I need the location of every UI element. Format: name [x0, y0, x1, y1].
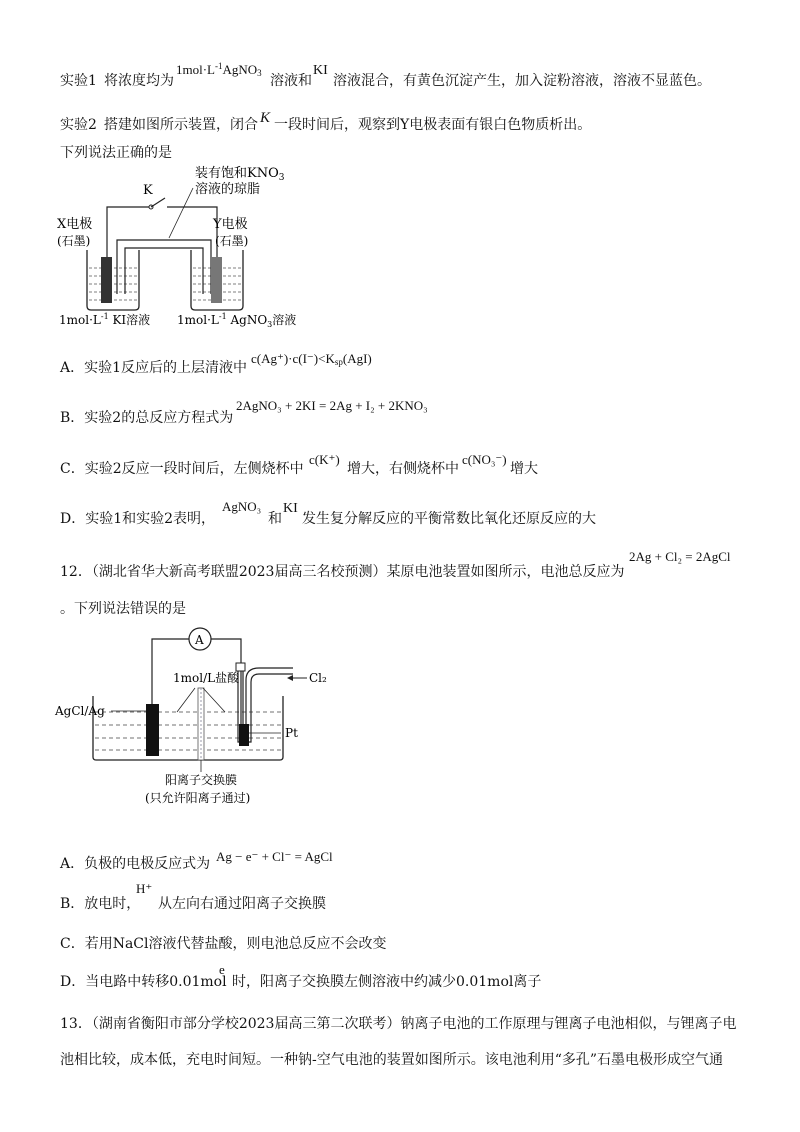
- option-b-ion: H⁺: [136, 881, 153, 896]
- q12-prompt: 。下列说法错误的是: [60, 601, 186, 617]
- exp2-text-a: 搭建如图所示装置，闭合: [104, 117, 258, 133]
- ammeter-label: A: [195, 633, 204, 647]
- bridge-label-2: 溶液的琼脂: [195, 182, 261, 197]
- electrolyte-lines: [95, 712, 281, 750]
- exp1-text-c: 溶液混合，有黄色沉淀产生，加入淀粉溶液，溶液不显蓝色。: [333, 73, 711, 89]
- figure-salt-bridge-cell: [55, 160, 325, 330]
- option-c-formula-2: c(NO₃⁻): [462, 452, 507, 467]
- q13-line2: 池相比较，成本低，充电时间短。一种钠-空气电池的装置如图所示。该电池利用“多孔”石墨电极形成空气通: [60, 1052, 724, 1068]
- wire-right: [211, 639, 241, 734]
- exp2-text-b: 一段时间后，观察到Y电极表面有银白色物质析出。: [274, 117, 592, 133]
- option-c-formula-1: c(K⁺): [309, 452, 340, 467]
- cl2-label: Cl₂: [309, 671, 327, 685]
- exp2-k: K: [260, 110, 271, 126]
- x-electrode-label: X电极: [57, 217, 93, 232]
- y-electrode-label: Y电极: [213, 217, 248, 232]
- exp1-label: 实验1: [60, 73, 97, 89]
- x-electrode-material: (石墨): [57, 234, 91, 248]
- exp1-text-a: 将浓度均为: [104, 73, 174, 89]
- tank: [93, 696, 283, 760]
- wire-right: [167, 207, 217, 258]
- q12-stem: 12．（湖北省华大新高考联盟2023届高三名校预测）某原电池装置如图所示，电池总反应为: [60, 564, 625, 580]
- left-beaker: [87, 250, 139, 310]
- option-d-formula-1: AgNO₃: [222, 499, 262, 514]
- y-electrode-material: (石墨): [215, 234, 249, 248]
- q13-line1: 13．（湖南省衡阳市部分学校2023届高三第二次联考）钠离子电池的工作原理与锂离子电池相似，与锂离子电: [60, 1016, 737, 1032]
- exp2-label: 实验2: [60, 117, 97, 133]
- membrane-label: 阳离子交换膜: [165, 773, 238, 787]
- option-a-formula: Ag − e⁻ + Cl⁻ = AgCl: [216, 849, 333, 864]
- option-d-electron: e: [219, 962, 225, 977]
- bridge-label-1: 装有饱和$KNO_3$: [195, 166, 285, 183]
- exp1-ki: KI: [313, 63, 328, 78]
- exp1-text-b: 溶液和: [270, 73, 312, 89]
- bridge-leader: [169, 188, 193, 238]
- left-solution-label: $1mol\cdot L^{-1}$ KI溶液: [59, 312, 151, 327]
- switch-label: K: [143, 183, 153, 198]
- option-a-formula: $c(Ag^+)\cdot c(I^-)<K_{sp}(AgI)$: [251, 351, 372, 367]
- pt-electrode: [239, 724, 249, 746]
- cl2-arrow: [287, 675, 293, 681]
- hcl-label: 1mol/L盐酸: [173, 671, 240, 685]
- q11-prompt: 下列说法正确的是: [60, 145, 172, 161]
- wire-left: [107, 207, 150, 258]
- switch-lever: [151, 198, 165, 207]
- agcl-label: AgCl/Ag: [55, 704, 105, 718]
- agcl-ag-electrode: [146, 704, 159, 756]
- option-b-formula: 2AgNO₃ + 2KI = 2Ag + I₂ + 2KNO₃: [236, 398, 428, 413]
- q12-reaction: 2Ag + Cl₂ = 2AgCl: [629, 549, 731, 564]
- right-solution-label: $1mol\cdot L^{-1}$ AgNO$_3$溶液: [177, 312, 297, 329]
- membrane-note: (只允许阳离子通过): [145, 791, 251, 805]
- option-d-formula-2: KI: [283, 501, 298, 516]
- pt-label: Pt: [285, 726, 298, 740]
- y-electrode: [211, 257, 222, 303]
- x-electrode: [101, 257, 112, 303]
- figure-galvanic-cell: [55, 622, 327, 822]
- exp1-formula: $1mol\cdot L^{-1}AgNO_3$: [176, 61, 262, 78]
